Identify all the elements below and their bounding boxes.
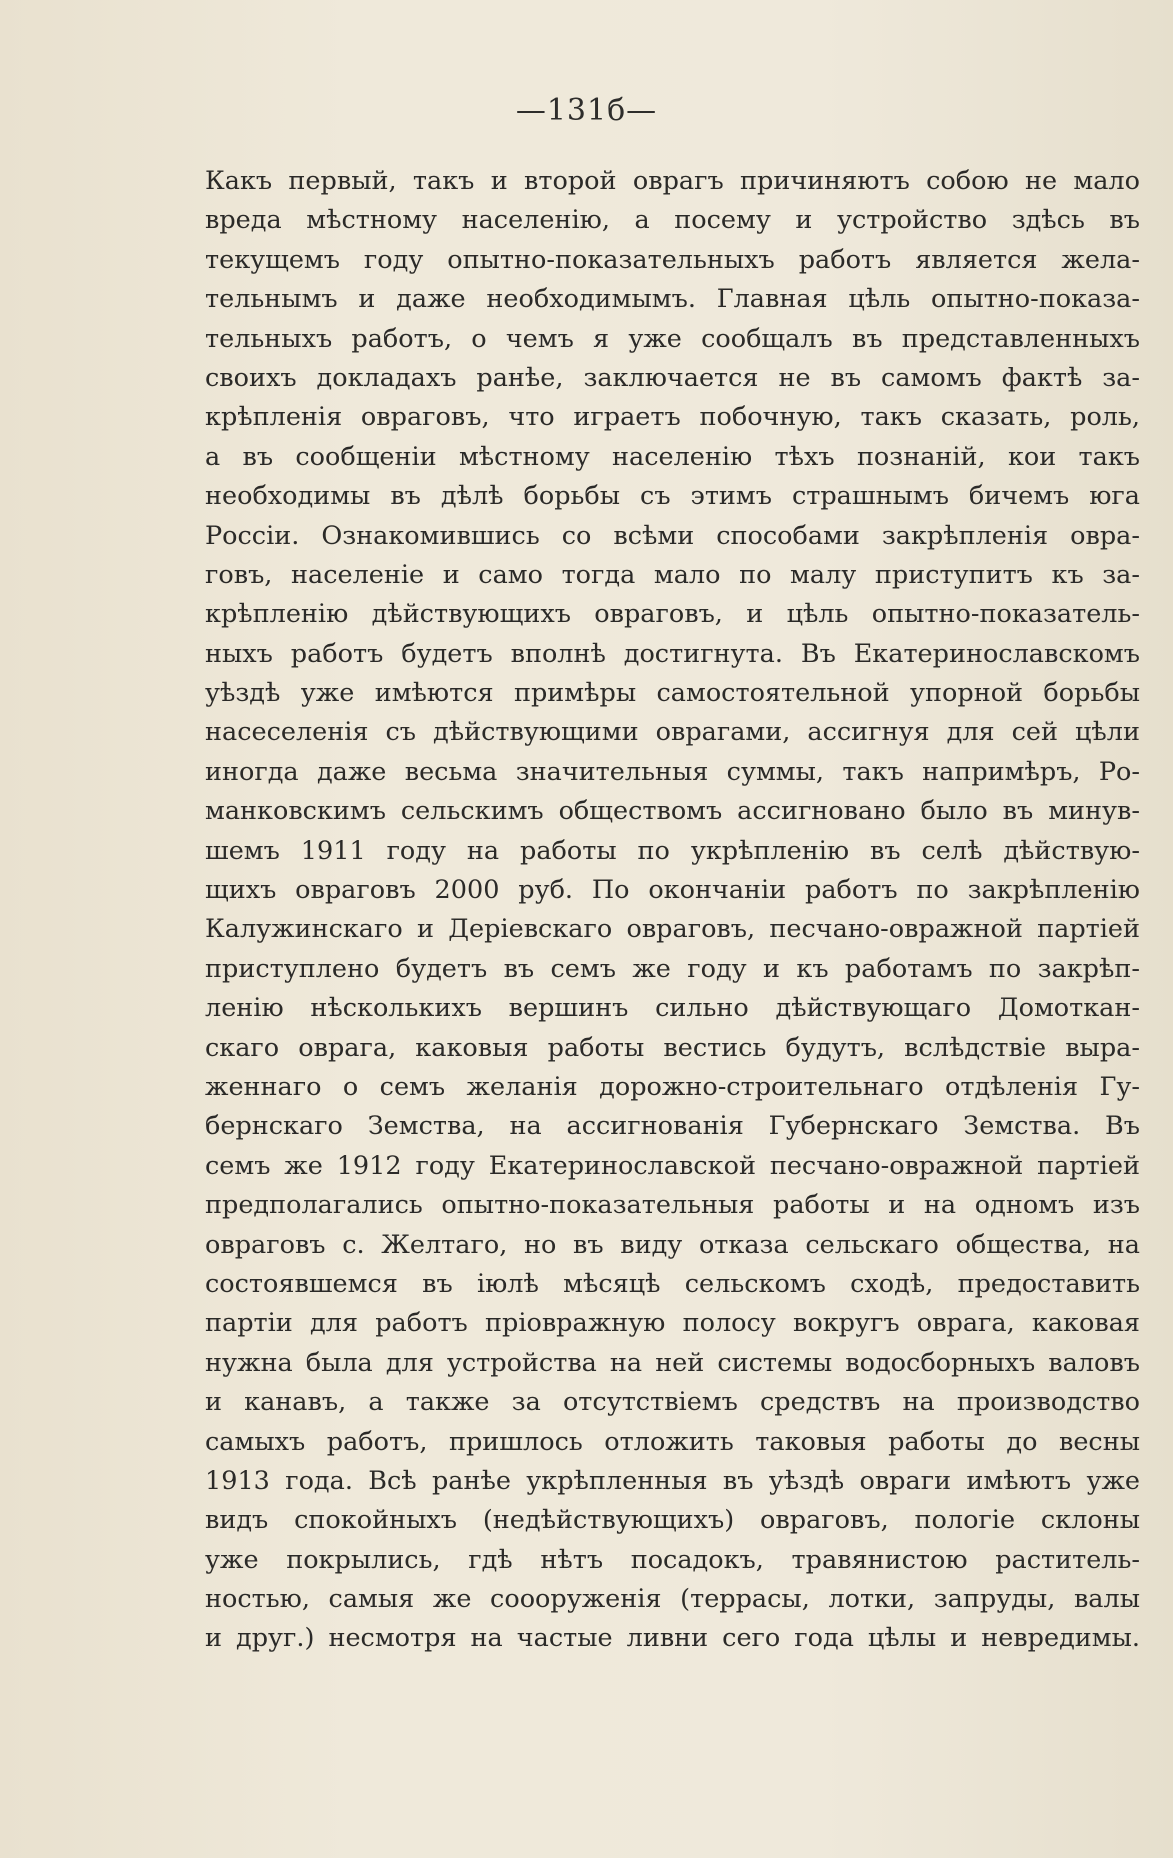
- text-line: Какъ первый, такъ и второй оврагъ причиняютъ собою не мало: [205, 166, 1140, 196]
- text-line: тельнымъ и даже необходимымъ. Главная цѣль опытно-показа-: [205, 284, 1140, 315]
- body-text: [205, 162, 1140, 1659]
- text-line: уѣздѣ уже имѣются примѣры самостоятельной упорной борьбы: [205, 678, 1140, 709]
- text-line: 1913 года. Всѣ ранѣе укрѣпленныя въ уѣздѣ овраги имѣютъ уже: [205, 1465, 1140, 1496]
- text-line: видъ спокойныхъ (недѣйствующихъ) овраговъ, пологіе склоны: [205, 1505, 1140, 1536]
- text-line: партіи для работъ пріовражную полосу вокругъ оврага, каковая: [205, 1308, 1140, 1339]
- text-line: ленію нѣсколькихъ вершинъ сильно дѣйствующаго Домоткан-: [205, 993, 1140, 1024]
- text-line: шемъ 1911 году на работы по укрѣпленію въ селѣ дѣйствую-: [205, 835, 1140, 866]
- text-line: приступлено будетъ въ семъ же году и къ работамъ по закрѣп-: [205, 953, 1140, 984]
- text-line: необходимы въ дѣлѣ борьбы съ этимъ страшнымъ бичемъ юга: [205, 481, 1140, 512]
- text-line: женнаго о семъ желанія дорожно-строительнаго отдѣленія Гу-: [205, 1071, 1140, 1102]
- text-line: ныхъ работъ будетъ вполнѣ достигнута. Въ Екатеринославскомъ: [205, 638, 1140, 669]
- text-line: насеселенія съ дѣйствующими оврагами, ассигнуя для сей цѣли: [205, 717, 1140, 748]
- text-line: состоявшемся въ іюлѣ мѣсяцѣ сельскомъ сходѣ, предоставить: [205, 1268, 1140, 1299]
- text-line: овраговъ с. Желтаго, но въ виду отказа сельскаго общества, на: [205, 1229, 1140, 1260]
- page-number: —131б—: [515, 93, 658, 128]
- text-line: крѣпленія овраговъ, что играетъ побочную, такъ сказать, роль,: [205, 402, 1140, 433]
- text-line: и друг.) несмотря на частые ливни сего года цѣлы и невредимы.: [205, 1623, 1140, 1654]
- text-line: текущемъ году опытно-показательныхъ работъ является жела-: [205, 244, 1140, 275]
- text-line: нужна была для устройства на ней системы водосборныхъ валовъ: [205, 1347, 1140, 1378]
- text-line: предполагались опытно-показательныя работы и на одномъ изъ: [205, 1190, 1140, 1221]
- text-line: а въ сообщеніи мѣстному населенію тѣхъ познаній, кои такъ: [205, 441, 1140, 472]
- text-line: иногда даже весьма значительныя суммы, такъ напримѣръ, Ро-: [205, 756, 1140, 787]
- text-line: семъ же 1912 году Екатеринославской песчано-овражной партіей: [205, 1150, 1140, 1181]
- text-line: крѣпленію дѣйствующихъ овраговъ, и цѣль опытно-показатель-: [205, 599, 1140, 630]
- text-line: и канавъ, а также за отсутствіемъ средствъ на производство: [205, 1387, 1140, 1418]
- text-line: скаго оврага, каковыя работы вестись будутъ, вслѣдствіе выра-: [205, 1032, 1140, 1063]
- text-line: самыхъ работъ, пришлось отложить таковыя работы до весны: [205, 1426, 1140, 1457]
- text-line: своихъ докладахъ ранѣе, заключается не въ самомъ фактѣ за-: [205, 362, 1140, 393]
- text-line: Россіи. Ознакомившись со всѣми способами закрѣпленія овра-: [205, 520, 1140, 551]
- text-line: Калужинскаго и Деріевскаго овраговъ, песчано-овражной партіей: [205, 914, 1140, 945]
- text-line: бернскаго Земства, на ассигнованія Губернскаго Земства. Въ: [205, 1111, 1140, 1142]
- text-line: уже покрылись, гдѣ нѣтъ посадокъ, травянистою раститель-: [205, 1544, 1140, 1575]
- text-line: ностью, самыя же соооруженія (террасы, лотки, запруды, валы: [205, 1584, 1140, 1615]
- text-line: тельныхъ работъ, о чемъ я уже сообщалъ въ представленныхъ: [205, 323, 1140, 354]
- text-line: вреда мѣстному населенію, а посему и устройство здѣсь въ: [205, 205, 1140, 236]
- text-line: манковскимъ сельскимъ обществомъ ассигновано было въ минув-: [205, 796, 1140, 827]
- text-line: щихъ овраговъ 2000 руб. По окончаніи работъ по закрѣпленію: [205, 875, 1140, 906]
- text-line: говъ, населеніе и само тогда мало по малу приступитъ къ за-: [205, 559, 1140, 590]
